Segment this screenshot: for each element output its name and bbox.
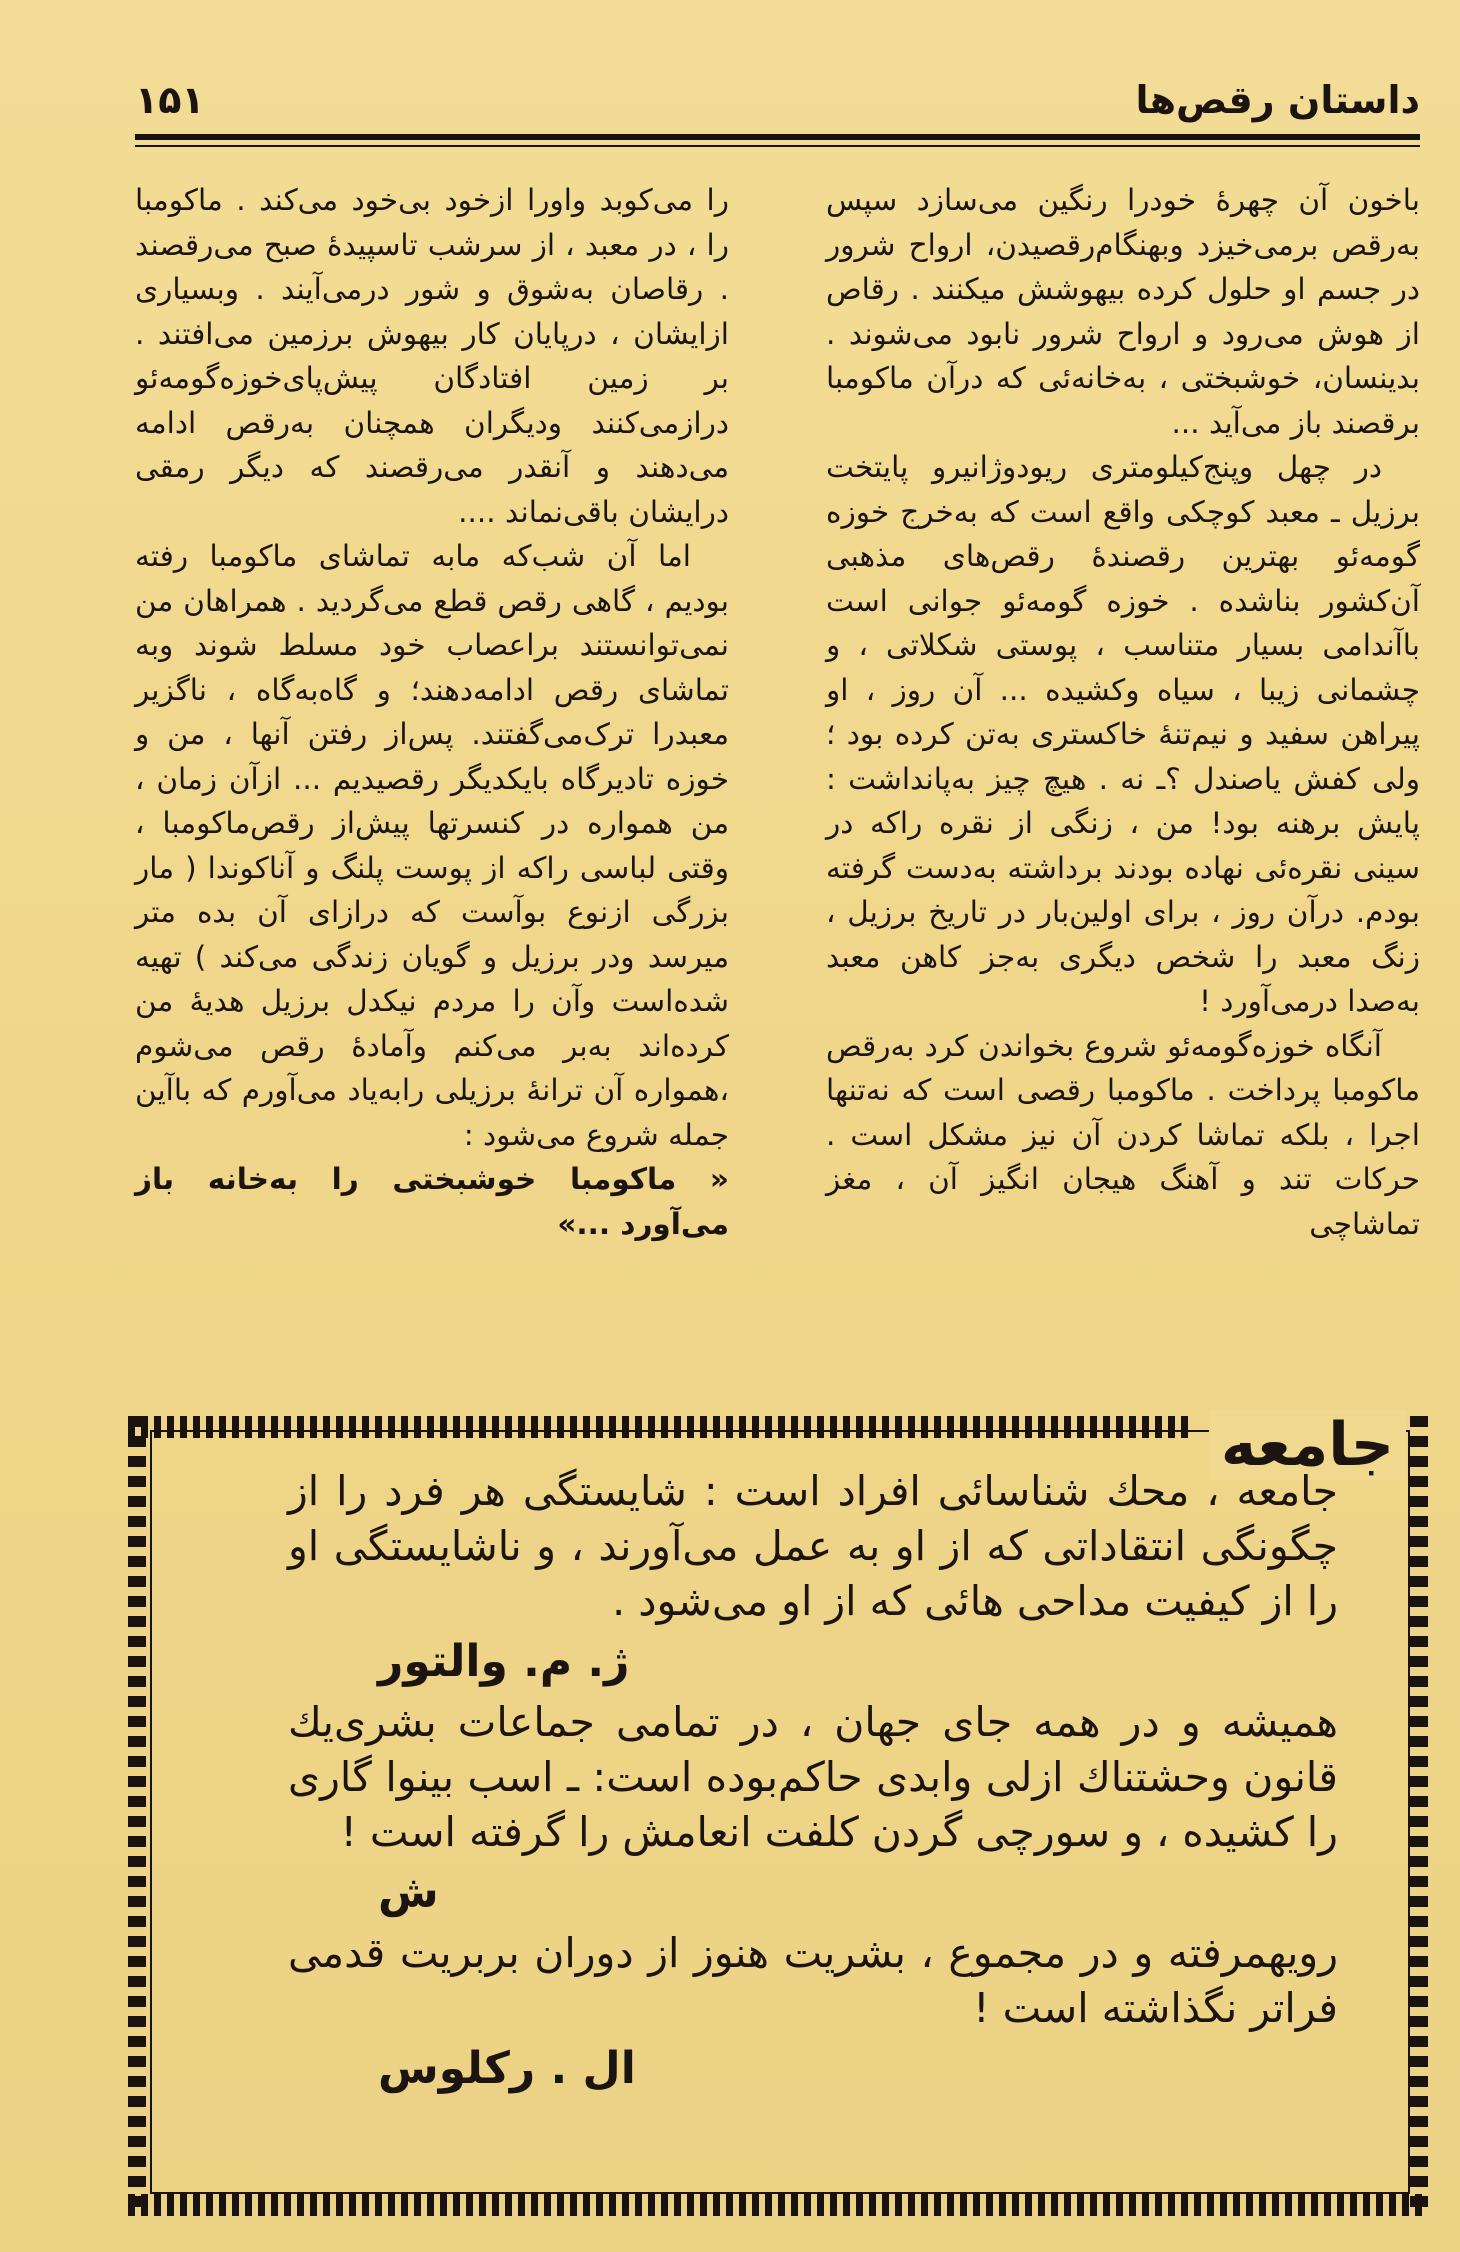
right-column [826, 178, 1420, 1246]
page-header [135, 78, 1420, 128]
quote-box [128, 1410, 1428, 2216]
quote-2: همیشه و در همه جای جهان ، در تمامی جماعات بشری‌یك قانون وحشتناك ازلی وابدی حاکم‌بوده است: ـ اسب بینوا گاری را کشیده ، و سورچی گردن کلفت انعامش را گرفته است ! [288, 1698, 1338, 1856]
header-rule-thin [135, 145, 1420, 147]
running-title: داستان رقص‌ها [1135, 78, 1420, 122]
page-number: ۱۵۱ [135, 78, 205, 122]
quote-3: رویهمرفته و در مجموع ، بشریت هنوز از دوران بربریت قدمی فراتر نگذاشته است ! [288, 1929, 1338, 2032]
box-border-bottom [128, 2194, 1428, 2216]
box-title: جامعه [1209, 1410, 1406, 1480]
paragraph: آنگاه خوزه‌گومه‌ئو شروع بخواندن کرد به‌رقص ماکومبا پرداخت . ماکومبا رقصی است که نه‌تنها اجرا ، بلکه تماشا کردن آن نیز مشکل است . حرکات تند و آهنگ هیجان انگیز آن ، مغز تماشاچی [826, 1028, 1420, 1241]
box-quotes [288, 1464, 1378, 2102]
header-rule-thick [135, 134, 1420, 140]
box-border-left [128, 1416, 146, 2216]
paragraph: اما آن شب‌که مابه تماشای ماکومبا رفته بودیم ، گاهی رقص قطع می‌گردید . همراهان من نمی‌توانستند براعصاب خود مسلط شوند وبه تماشای رقص ادامه‌دهند؛ و گاه‌به‌گاه ، ناگزیر معبدرا ترک‌می‌گفتند. پس‌از رفتن آنها ، من و خوزه تادیرگاه بایکدیگر رقصیدیم ... ازآن زمان ، من همواره در کنسرتها پیش‌از رقص‌ماکومبا ، وقتی لباسی راکه از پوست پلنگ و آناکوندا ( مار بزرگی ازنوع بوآست که درازای آن بده متر میرسد ودر برزیل و گویان زندگی می‌کند ) تهیه شده‌است وآن را مردم نیکدل برزیل هدیهٔ من کرده‌اند به‌بر می‌کنم وآمادهٔ رقص می‌شوم ،همواره آن ترانهٔ برزیلی رابه‌یاد می‌آورم که باآین جمله شروع می‌شود : [135, 539, 729, 1152]
author-3: ال . رکلوس [378, 2043, 636, 2094]
author-2: ش [378, 1867, 439, 1918]
left-column [135, 178, 729, 1246]
paragraph: در چهل وپنج‌کیلومتری ریودوژانیرو پایتخت برزیل ـ معبد کوچکی واقع است که به‌خرج خوزه گومه‌ئو بهترین رقصندهٔ رقص‌های مذهبی آن‌کشور بناشده . خوزه گومه‌ئو جوانی است باآندامی بسیار متناسب ، پوستی شکلاتی ، و چشمانی زیبا ، سیاه وکشیده ... آن روز ، او پیراهن سفید و نیم‌تنهٔ خاکستری به‌تن کرده بود ؛ ولی کفش یاصندل ؟ـ نه . هیچ چیز به‌پانداشت : پایش برهنه بود! من ، زنگی از نقره راکه در سینی نقره‌ئی نهاده بودند برداشته به‌دست گرفته بودم. درآن روز ، برای اولین‌بار در تاریخ برزیل ، زنگ معبد را شخص دیگری به‌جز کاهن معبد به‌صدا درمی‌آورد ! [826, 450, 1420, 1018]
paragraph: را می‌کوبد واورا ازخود بی‌خود می‌کند . ماکومبا را ، در معبد ، از سرشب تاسپیدهٔ صبح می‌رقصند . رقاصان به‌شوق و شور درمی‌آیند . وبسیاری ازایشان ، درپایان کار بیهوش برزمین می‌افتند . بر زمین افتادگان پیش‌پای‌خوزه‌گومه‌ئو درازمی‌کنند ودیگران همچنان به‌رقص ادامه می‌دهند و آنقدر می‌رقصند که دیگر رمقی درایشان باقی‌نماند .... [135, 183, 729, 529]
paragraph: باخون آن چهرهٔ خودرا رنگین می‌سازد سپس به‌رقص برمی‌خیزد وبهنگام‌رقصیدن، ارواح شرور در جسم او حلول کرده بیهوشش میکنند . رقاص از هوش می‌رود و ارواح شرور نابود می‌شوند . بدینسان، خوشبختی ، به‌خانه‌ئی که درآن ماکومبا برقصند باز می‌آید ... [826, 183, 1420, 440]
author-1: ژ. م. والتور [378, 1636, 630, 1687]
song-quote: « ماکومبا خوشبختی را به‌خانه باز می‌آورد ...» [135, 1162, 729, 1241]
box-border-right [1410, 1416, 1428, 2216]
quote-1: جامعه ، محك شناسائی افراد است : شایستگی هر فرد را از چگونگی انتقاداتی که از او به عمل می‌آورند ، و ناشایستگی او را از کیفیت مداحی هائی که از او می‌شود . [288, 1467, 1338, 1625]
